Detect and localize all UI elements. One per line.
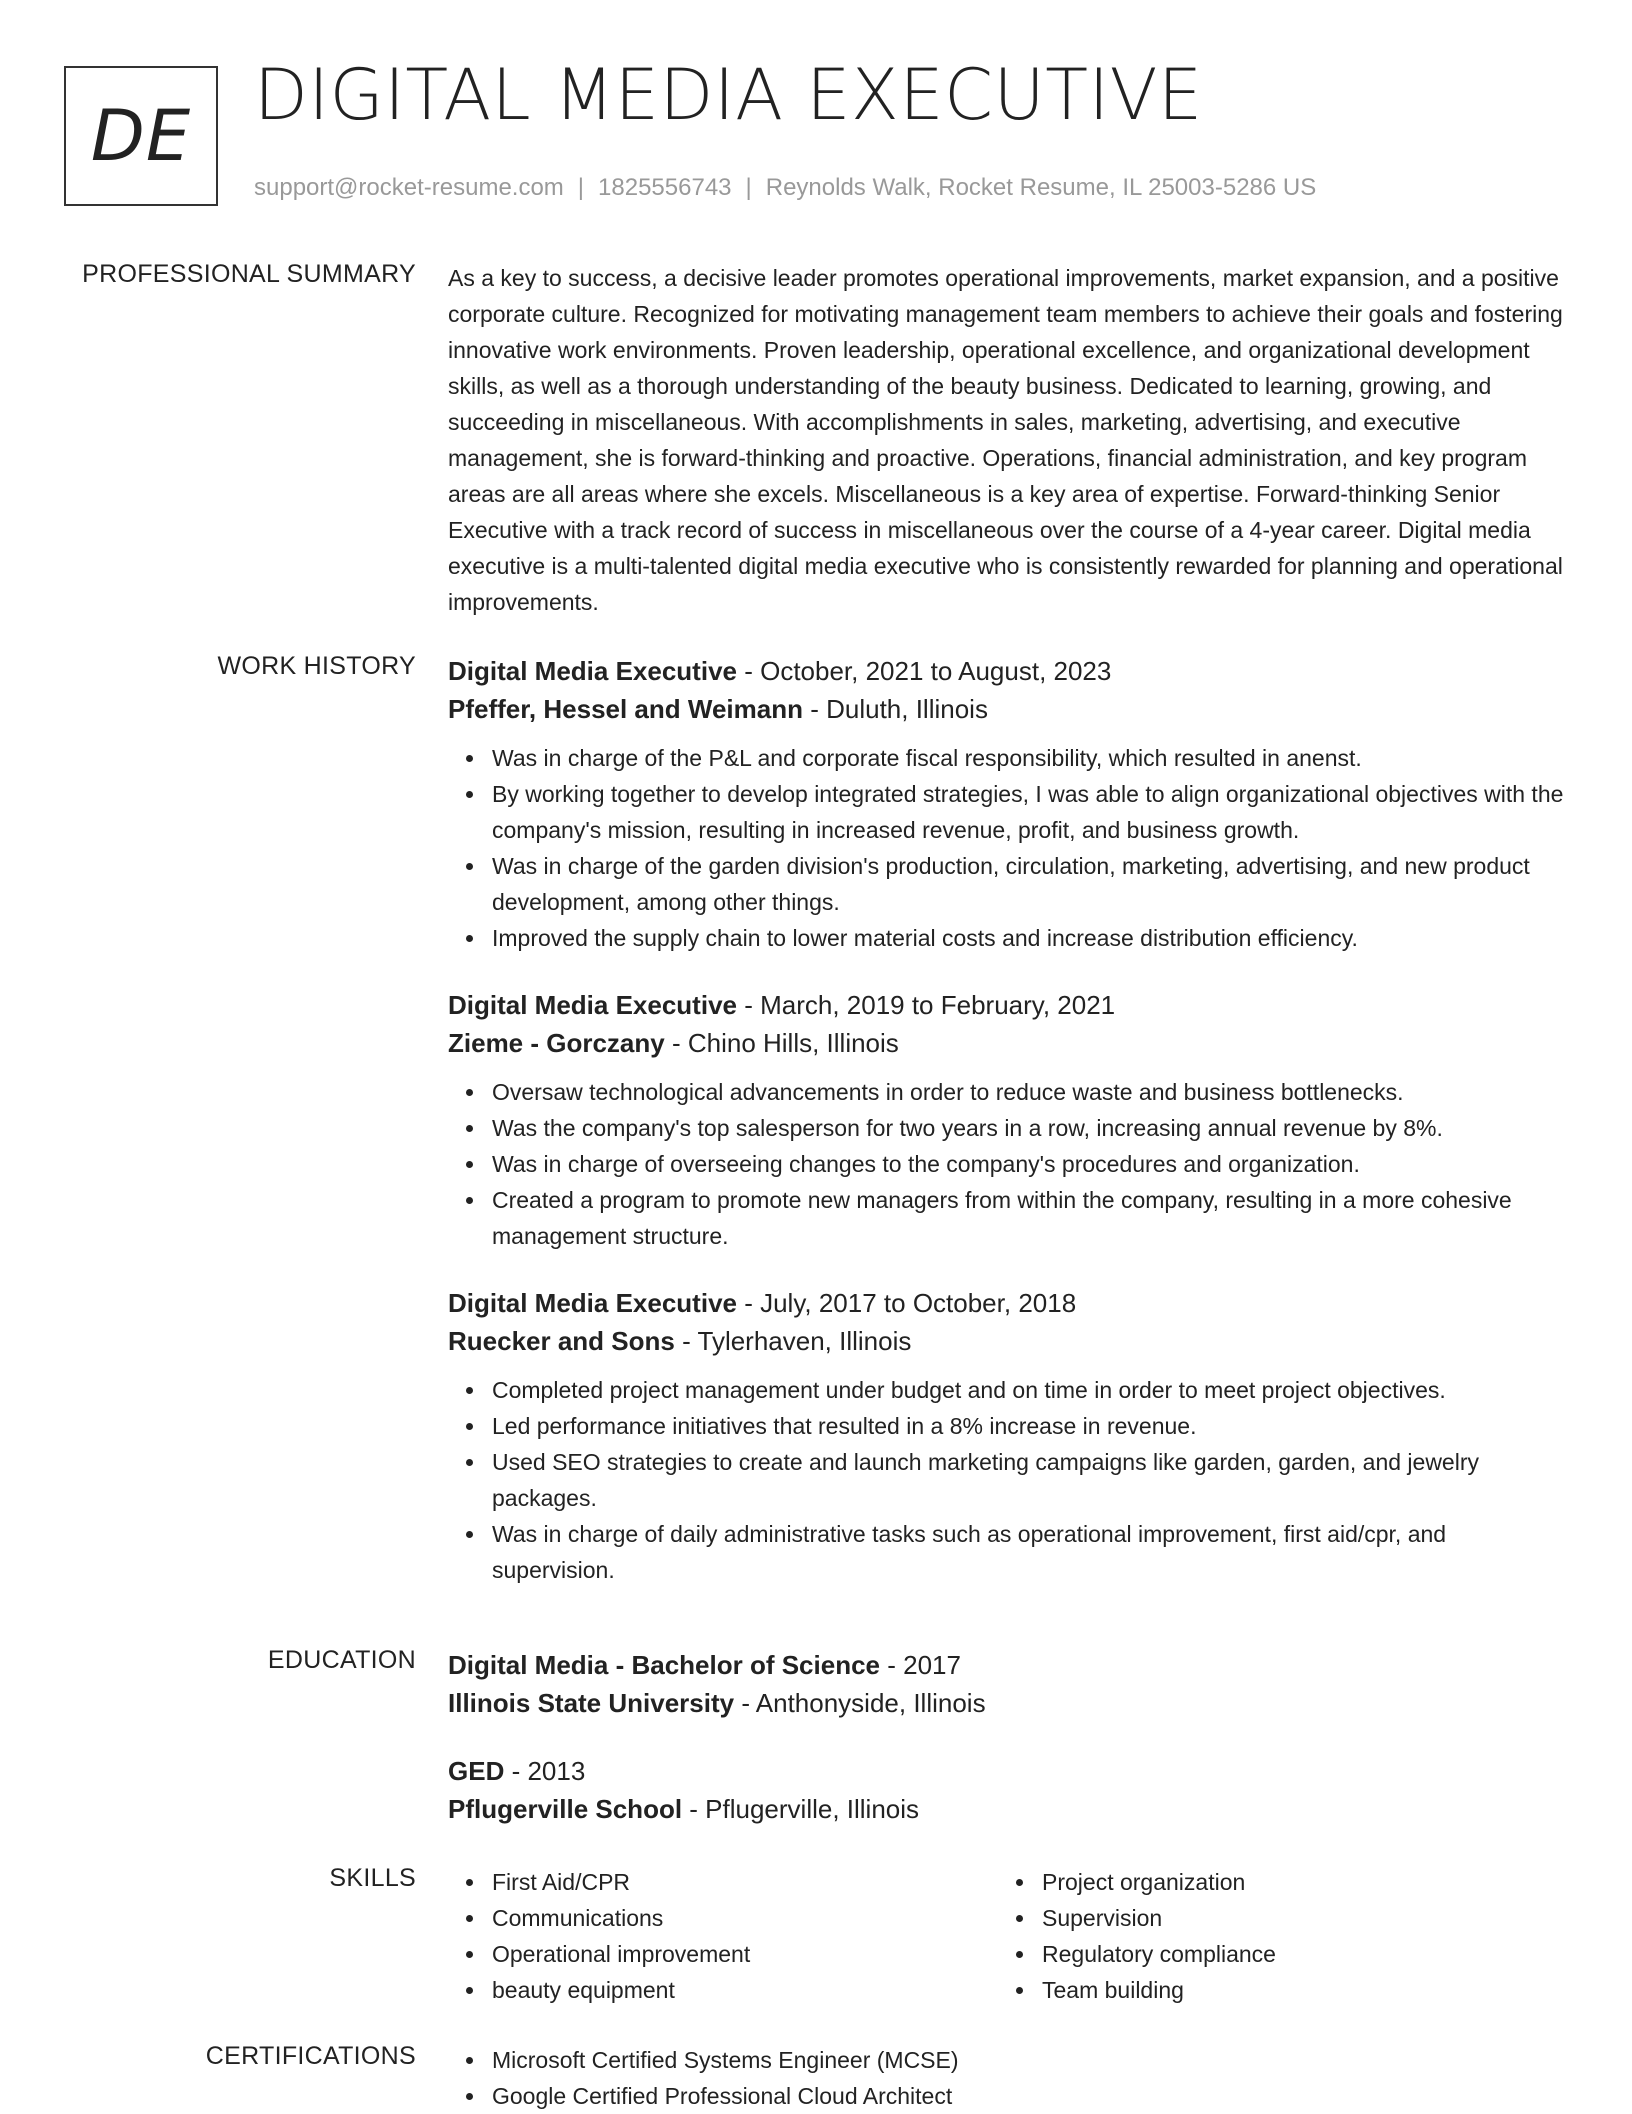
job-location: - Chino Hills, Illinois [664,1028,899,1058]
job-entry [448,1284,1572,1588]
section-label-certifications: CERTIFICATIONS [205,2042,416,2070]
job-company: Pfeffer, Hessel and Weimann [448,694,803,724]
job-bullet: Created a program to promote new managers from within the company, resulting in a more cohesive management structure. [492,1182,1572,1254]
contact-address: Reynolds Walk, Rocket Resume, IL 25003-5286 US [765,174,1317,201]
skills-column-left [448,1864,998,2008]
job-dates: - October, 2021 to August, 2023 [736,656,1112,686]
job-bullets [448,740,1572,956]
section-label-education: EDUCATION [267,1646,416,1674]
job-company: Zieme - Gorczany [448,1028,665,1058]
job-company-line [448,1322,1572,1360]
education-location: - Pflugerville, Illinois [682,1794,920,1824]
job-bullet: Was the company's top salesperson for two years in a row, increasing annual revenue by 8%. [492,1110,1572,1146]
job-bullet: Was in charge of overseeing changes to the company's procedures and organization. [492,1146,1572,1182]
job-title-line [448,986,1572,1024]
skills-body [448,1864,1572,2008]
job-entry [448,652,1572,956]
monogram-box [64,66,218,206]
section-label-summary: PROFESSIONAL SUMMARY [82,260,416,288]
job-dates: - March, 2019 to February, 2021 [736,990,1116,1020]
summary-body [448,260,1572,620]
job-title: Digital Media Executive [448,990,737,1020]
job-bullet: Was in charge of daily administrative tasks such as operational improvement, first aid/cpr, and supervision. [492,1516,1572,1588]
education-year: - 2013 [504,1756,586,1786]
job-bullet: Oversaw technological advancements in order to reduce waste and business bottlenecks. [492,1074,1572,1110]
job-bullet: Was in charge of the garden division's production, circulation, marketing, advertising, and new product development, among other things. [492,848,1572,920]
job-bullets [448,1372,1572,1588]
skill-item: Supervision [1042,1900,1548,1936]
job-bullet: Was in charge of the P&L and corporate fiscal responsibility, which resulted in anenst. [492,740,1572,776]
job-location: - Tylerhaven, Illinois [674,1326,912,1356]
skills-column-right [998,1864,1548,2008]
skill-item: Team building [1042,1972,1548,2008]
summary-text: As a key to success, a decisive leader promotes operational improvements, market expansion, and a positive corporate culture. Recognized for motivating management team members to achieve their goals and fostering innovative work environments. Proven leadership, operational excellence, and organizational development skills, as well as a thorough understanding of the beauty business. Dedicated to learning, growing, and succeeding in miscellaneous. With accomplishments in sales, marketing, advertising, and executive management, she is forward-thinking and proactive. Operations, financial administration, and key program areas are all areas where she excels. Miscellaneous is a key area of expertise. Forward-thinking Senior Executive with a track record of success in miscellaneous over the course of a 4-year career. Digital media executive is a multi-talented digital media executive who is consistently rewarded for planning and operational improvements. [448,265,1563,615]
job-bullet: Completed project management under budget and on time in order to meet project objectives. [492,1372,1572,1408]
job-company-line [448,690,1572,728]
education-school: Illinois State University [448,1688,735,1718]
job-bullet: Used SEO strategies to create and launch marketing campaigns like garden, garden, and jewelry packages. [492,1444,1572,1516]
monogram-initials: DE [90,95,192,177]
education-school-line [448,1790,1572,1828]
job-bullet: By working together to develop integrated strategies, I was able to align organizational objectives with the company's mission, resulting in increased revenue, profit, and business growth. [492,776,1572,848]
skill-item: Project organization [1042,1864,1548,1900]
section-label-work: WORK HISTORY [217,652,416,680]
job-title-line [448,652,1572,690]
education-entry [448,1646,1572,1722]
education-degree: Digital Media - Bachelor of Science [448,1650,880,1680]
education-degree-line [448,1646,1572,1684]
education-entry [448,1752,1572,1828]
education-school: Pflugerville School [448,1794,683,1824]
education-location: - Anthonyside, Illinois [734,1688,986,1718]
skill-item: Communications [492,1900,998,1936]
job-entry [448,986,1572,1254]
certifications-body [448,2042,1572,2114]
education-degree-line [448,1752,1572,1790]
skill-item: Operational improvement [492,1936,998,1972]
education-degree: GED [448,1756,505,1786]
contact-separator: | [745,174,752,201]
education-year: - 2017 [880,1650,961,1680]
job-bullet: Improved the supply chain to lower material costs and increase distribution efficiency. [492,920,1572,956]
skills-list [998,1864,1548,2008]
job-title: Digital Media Executive [448,656,737,686]
resume-name: DIGITAL MEDIA EXECUTIVE [254,54,1203,136]
contact-email: support@rocket-resume.com [254,174,564,201]
job-dates: - July, 2017 to October, 2018 [736,1288,1077,1318]
skill-item: First Aid/CPR [492,1864,998,1900]
contact-separator: | [577,174,585,201]
job-bullet: Led performance initiatives that resulted in a 8% increase in revenue. [492,1408,1572,1444]
job-location: - Duluth, Illinois [802,694,988,724]
section-label-skills: SKILLS [329,1864,416,1892]
skill-item: Regulatory compliance [1042,1936,1548,1972]
certification-item: Microsoft Certified Systems Engineer (MCSE) [492,2042,1572,2078]
contact-phone: 1825556743 [598,174,732,201]
job-bullets [448,1074,1572,1254]
skill-item: beauty equipment [492,1972,998,2008]
certification-item: Google Certified Professional Cloud Architect [492,2078,1572,2114]
skills-grid [448,1864,1572,2008]
skills-list [448,1864,998,2008]
contact-line [254,174,1316,202]
education-school-line [448,1684,1572,1722]
job-title-line [448,1284,1572,1322]
education-body [448,1646,1572,1858]
job-company: Ruecker and Sons [448,1326,675,1356]
job-title: Digital Media Executive [448,1288,737,1318]
work-body [448,652,1572,1618]
certifications-list [448,2042,1572,2114]
job-company-line [448,1024,1572,1062]
